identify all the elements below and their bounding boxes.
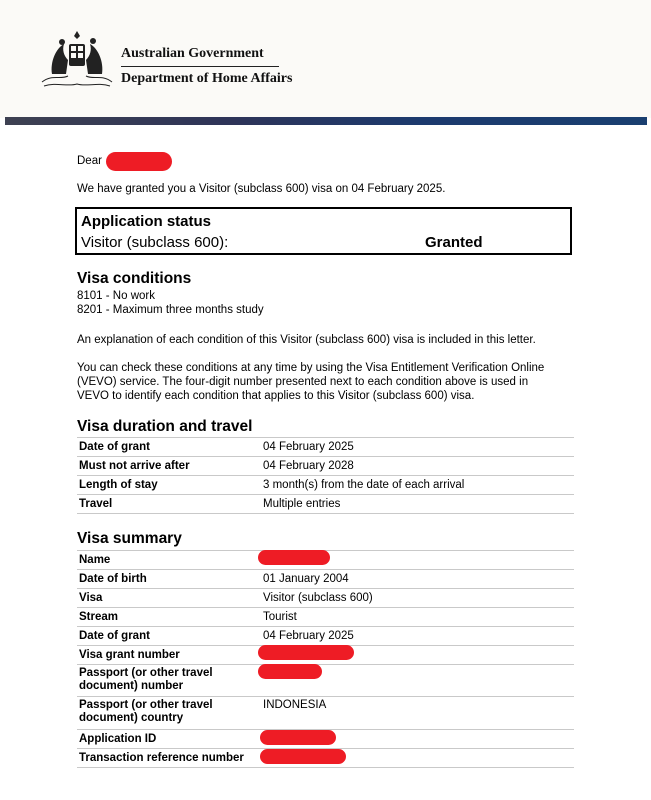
duration-title: Visa duration and travel — [77, 418, 253, 435]
row-label: Date of grant — [79, 630, 150, 642]
table-row — [77, 476, 574, 495]
government-name: Australian Government — [121, 46, 264, 61]
header-divider — [121, 66, 279, 67]
row-label: Name — [79, 554, 111, 566]
application-status-box — [75, 207, 572, 255]
table-row — [77, 589, 574, 608]
row-value: Visitor (subclass 600) — [263, 592, 373, 604]
table-row — [77, 608, 574, 627]
row-value: 3 month(s) from the date of each arrival — [263, 479, 465, 491]
row-label: Travel — [79, 498, 113, 510]
row-label: Stream — [79, 611, 118, 623]
coat-of-arms-icon — [38, 30, 116, 92]
status-value: Granted — [425, 234, 483, 251]
redacted-name — [106, 152, 172, 171]
row-label: Passport (or other travel document) country — [79, 699, 213, 724]
row-label: Date of birth — [79, 573, 147, 585]
condition-item: 8201 - Maximum three months study — [77, 304, 264, 316]
row-value: INDONESIA — [263, 699, 327, 711]
table-row — [77, 495, 574, 514]
table-row — [77, 627, 574, 646]
table-row — [77, 438, 574, 457]
table-row — [77, 457, 574, 476]
row-value: Multiple entries — [263, 498, 341, 510]
row-label: Visa grant number — [79, 649, 180, 661]
status-label: Visitor (subclass 600): — [81, 234, 229, 251]
row-label: Transaction reference number — [79, 752, 244, 764]
row-value: 04 February 2025 — [263, 630, 354, 642]
redacted-application-id — [260, 730, 336, 745]
vevo-paragraph-line: VEVO to identify each condition that applies to this Visitor (subclass 600) visa. — [77, 390, 475, 402]
conditions-title: Visa conditions — [77, 270, 192, 287]
row-value: 04 February 2028 — [263, 460, 354, 472]
table-row — [77, 665, 574, 697]
department-name: Department of Home Affairs — [121, 71, 293, 86]
row-label: Passport (or other travel document) number — [79, 667, 213, 692]
redacted-passport-number — [258, 664, 322, 679]
row-value: 04 February 2025 — [263, 441, 354, 453]
header-band — [5, 117, 647, 125]
row-label: Length of stay — [79, 479, 158, 491]
row-value: 01 January 2004 — [263, 573, 349, 585]
row-value: Tourist — [263, 611, 297, 623]
status-title: Application status — [81, 213, 212, 230]
row-label: Visa — [79, 592, 103, 604]
vevo-paragraph-line: (VEVO) service. The four-digit number presented next to each condition above is used in — [77, 376, 529, 388]
redacted-transaction-reference — [260, 749, 346, 764]
letterhead — [0, 0, 651, 118]
vevo-paragraph-line: You can check these conditions at any time by using the Visa Entitlement Verification Online — [77, 362, 545, 374]
condition-item: 8101 - No work — [77, 290, 155, 302]
row-label: Date of grant — [79, 441, 150, 453]
redacted-name-value — [258, 550, 330, 565]
salutation: Dear — [77, 155, 102, 167]
redacted-grant-number — [258, 645, 354, 660]
conditions-explanation: An explanation of each condition of this Visitor (subclass 600) visa is included in this letter. — [77, 334, 536, 346]
table-row — [77, 697, 574, 730]
summary-title: Visa summary — [77, 530, 182, 547]
row-label: Must not arrive after — [79, 460, 190, 472]
row-label: Application ID — [79, 733, 157, 745]
table-row — [77, 570, 574, 589]
grant-sentence: We have granted you a Visitor (subclass 600) visa on 04 February 2025. — [77, 183, 446, 195]
